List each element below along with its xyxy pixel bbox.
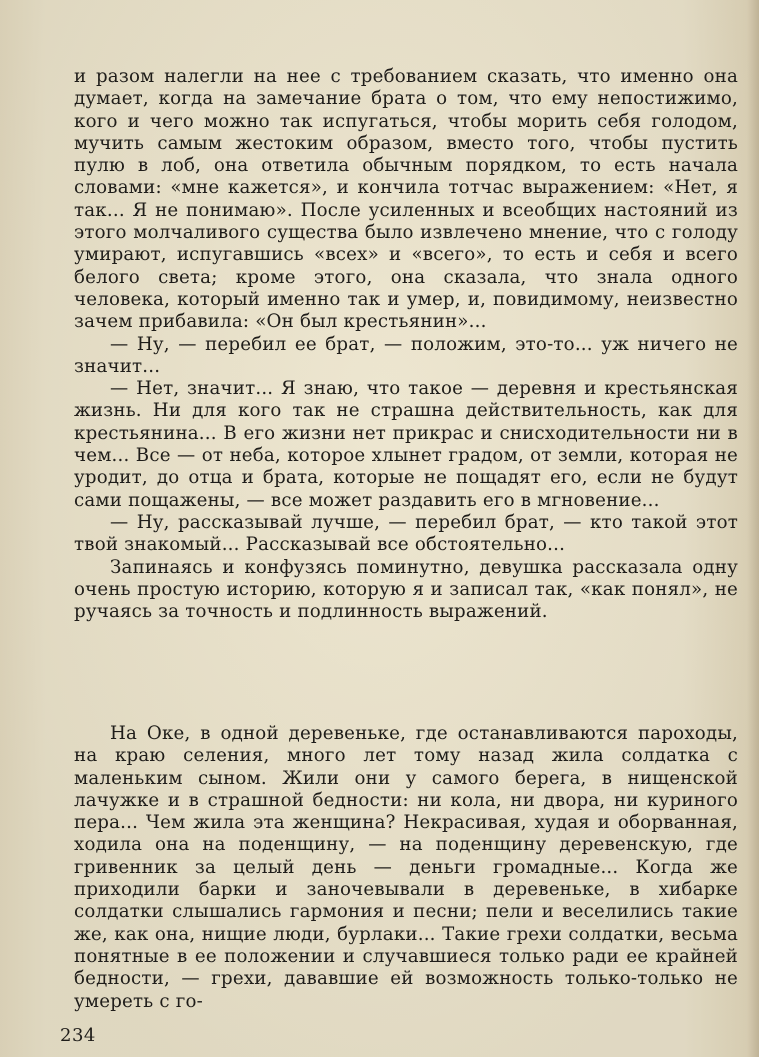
page-number: 234 — [60, 1025, 96, 1046]
paragraph-dialogue-1: — Ну, — перебил ее брат, — положим, это-то... уж ничего не значит... — [74, 333, 738, 377]
paragraph-narration: Запинаясь и конфузясь поминутно, девушка рассказала одну очень простую историю, которую я и записал так, «как понял», не ручаясь за точность и подлинность выражений. — [74, 556, 738, 623]
text-section-2 — [74, 723, 738, 1013]
paragraph-story-start: На Оке, в одной деревеньке, где останавливаются пароходы, на краю селения, много лет тому назад жила солдатка с маленьким сыном. Жили они у самого берега, в нищенской лачужке и в страшной бедности: ни кола, ни двора, ни куриного пера... Чем жила эта женщина? Некрасивая, худая и оборванная, ходила она на поденщину, — на поденщину деревенскую, где гривенник за целый день — деньги громадные... Когда же приходили барки и заночевывали в деревеньке, в хибарке солдатки слышались гармония и песни; пели и веселились такие же, как она, нищие люди, бурлаки... Такие грехи солдатки, весьма понятные в ее положении и случавшиеся только ради ее крайней бедности, — грехи, дававшие ей возможность только-только не умереть с го- — [74, 723, 738, 1012]
paragraph-dialogue-3: — Ну, рассказывай лучше, — перебил брат, — кто такой этот твой знакомый... Рассказывай все обстоятельно... — [74, 511, 738, 556]
text-section-1 — [74, 66, 738, 623]
paragraph-continued: и разом налегли на нее с требованием сказать, что именно она думает, когда на замечание брата о том, что ему непостижимо, кого и чего можно так испугаться, чтобы морить себя голодом, мучить самым жестоким образом, вместо того, чтобы пустить пулю в лоб, она ответила обычным порядком, то есть начала словами: «мне кажется», и кончила тотчас выражением: «Нет, я так... Я не понимаю». После усиленных и всеобщих настояний из этого молчаливого существа было извлечено мнение, что с голоду умирают, испугавшись «всех» и «всего», то есть и себя и всего белого света; кроме этого, она сказала, что знала одного человека, который именно так и умер, и, повидимому, неизвестно зачем прибавила: «Он был крестьянин»... — [74, 66, 738, 333]
paragraph-dialogue-2: — Нет, значит... Я знаю, что такое — деревня и крестьянская жизнь. Ни для кого так не страшна действительность, как для крестьянина... В его жизни нет прикрас и снисходительности ни в чем... Все — от неба, которое хлынет градом, от земли, которая не уродит, до отца и брата, которые не пощадят его, если не будут сами пощажены, — все может раздавить его в мгновение... — [74, 378, 738, 511]
page-edge-shadow — [747, 0, 759, 1057]
